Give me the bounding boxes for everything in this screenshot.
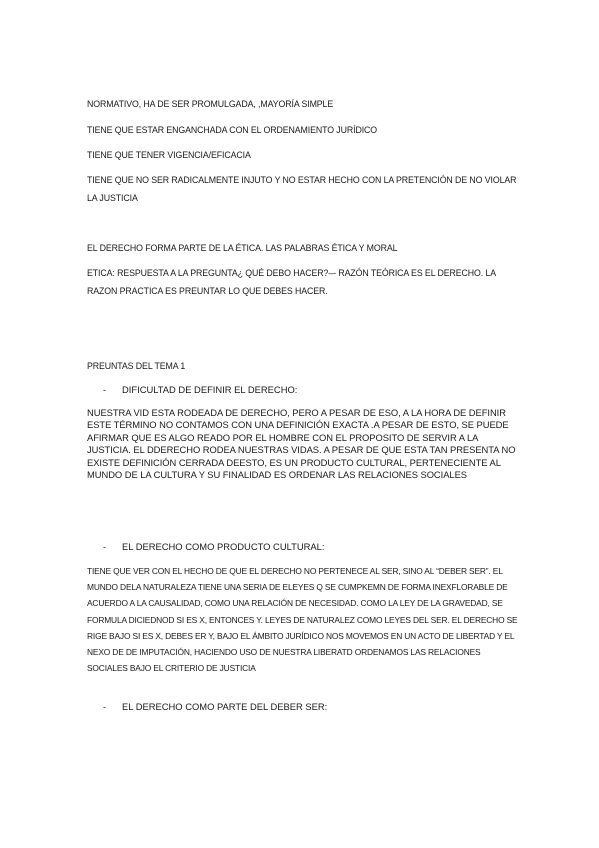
paragraph-etica-definicion: ETICA: RESPUESTA A LA PREGUNTA¿ QUÉ DEBO HACER?–- RAZÓN TEÓRICA ES EL DERECHO. LA RAZON PRACTICA ES PREUNTAR LO QUE DEBES HACER. [87, 268, 496, 296]
bullet-dash: - [103, 541, 107, 552]
paragraph-vigencia: TIENE QUE TENER VIGENCIA/EFICACIA [87, 150, 251, 160]
bullet-label: EL DERECHO COMO PARTE DEL DEBER SER: [122, 701, 328, 712]
section-heading-preguntas: PREUNTAS DEL TEMA 1 [87, 361, 186, 371]
paragraph-injusto: TIENE QUE NO SER RADICALMENTE INJUTO Y NO ESTAR HECHO CON LA PRETENCIÓN DE NO VIOLAR LA JUSTICIA [87, 175, 517, 203]
paragraph-nuestra-vida: NUESTRA VID ESTA RODEADA DE DERECHO, PERO A PESAR DE ESO, A LA HORA DE DEFINIR ESTE TÉRMINO NO CONTAMOS CON UNA DEFINICIÓN EXACTA .A PESAR DE ESTO, SE PUEDE AFIRMAR QUE ES ALGO READO POR EL HOMBRE CON EL PROPOSITO DE SERVIR A LA JUSTICIA. EL DDERECHO RODEA NUESTRAS VIDAS. A PESAR DE QUE ESTA TAN PRESENTA NO EXISTE DEFINICIÓN CERRADA DEESTO, ES UN PRODUCTO CULTURAL, PERTENECIENTE AL MUNDO DE LA CULTURA Y SU FINALIDAD ES ORDENAR LAS RELACIONES SOCIALES [87, 407, 516, 481]
bullet-dash: - [103, 701, 107, 712]
paragraph-ordenamiento: TIENE QUE ESTAR ENGANCHADA CON EL ORDENAMIENTO JURÍDICO [87, 125, 378, 135]
paragraph-etica: EL DERECHO FORMA PARTE DE LA ÉTICA. LAS PALABRAS ÉTICA Y MORAL [87, 243, 398, 253]
paragraph-deber-ser: TIENE QUE VER CON EL HECHO DE QUE EL DERECHO NO PERTENECE AL SER, SINO AL “DEBER SER”. EL MUNDO DELA NATURALEZA TIENE UNA SERIA DE ELEYES Q SE CUMPKEMN DE FORMA INEXFLORABLE DE ACUERDO A LA CAUSALIDAD, COMO UNA RELACIÓN DE NECESIDAD. COMO LA LEY DE LA GRAVEDAD, SE FORMULA DICIEDNOD SI ES X, ENTONCES Y. LEYES DE NATURALEZ COMO LEYES DEL SER. EL DERECHO SE RIGE BAJO SI ES X, DEBES ER Y, BAJO EL ÁMBITO JURÍDICO NOS MOVEMOS EN UN ACTO DE LIBERTAD Y EL NEXO DE DE IMPUTACIÓN, HACIENDO USO DE NUESTRA LIBERATD ORDENAMOS LAS RELACIONES SOCIALES BAJO EL CRITERIO DE JUSTICIA [87, 566, 518, 674]
paragraph-normativo: NORMATIVO, HA DE SER PROMULGADA, ,MAYORÍA SIMPLE [87, 99, 334, 109]
bullet-dash: - [103, 384, 107, 395]
bullet-label: EL DERECHO COMO PRODUCTO CULTURAL: [122, 541, 325, 552]
bullet-label: DIFICULTAD DE DEFINIR EL DERECHO: [122, 384, 298, 395]
